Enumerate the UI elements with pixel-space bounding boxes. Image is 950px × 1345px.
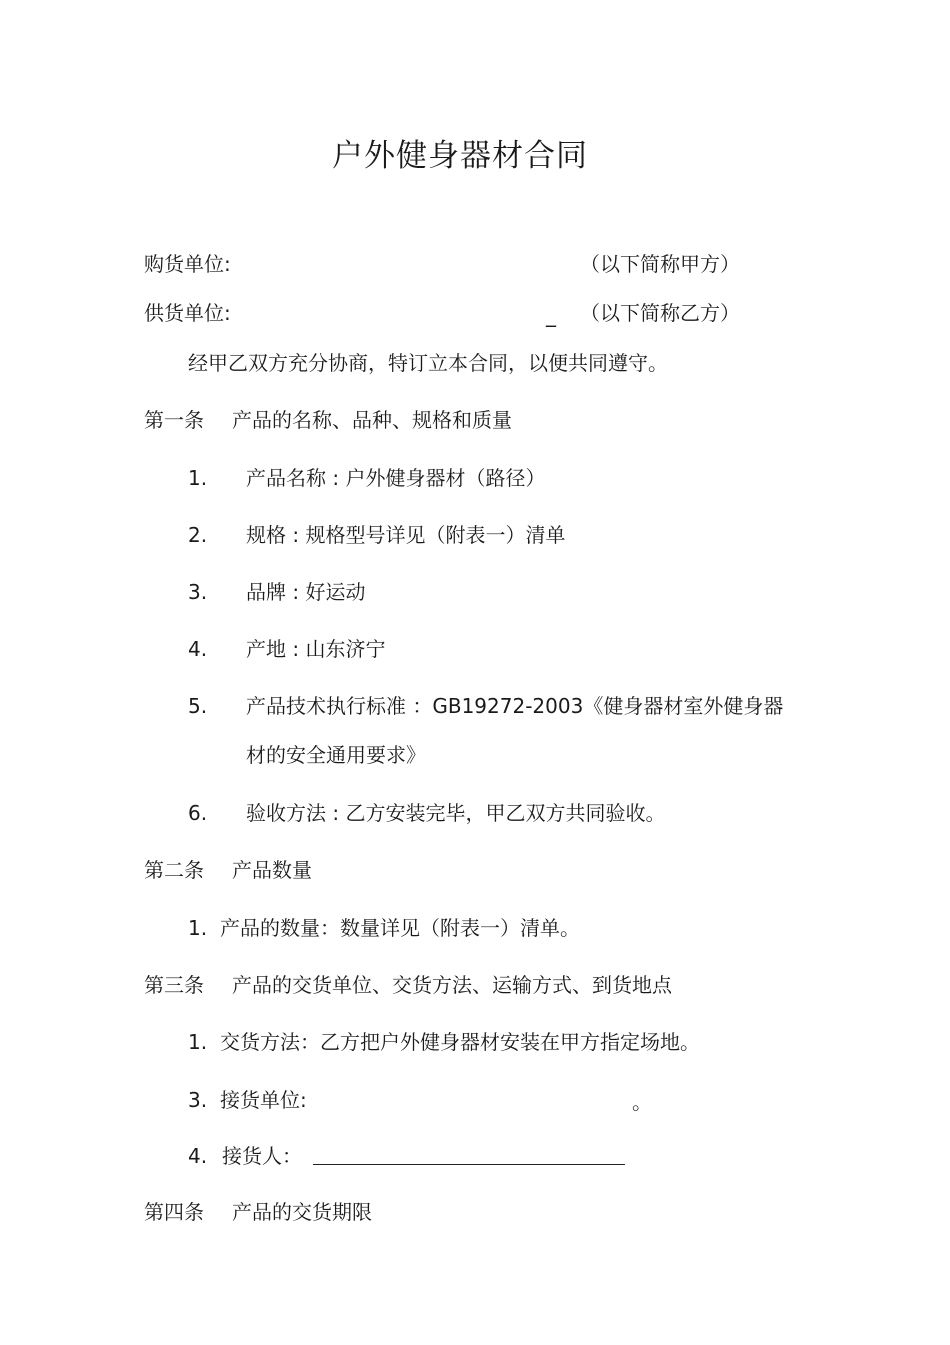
article-2-number: 第二条	[144, 858, 204, 882]
list-item-number: 4.	[188, 1144, 208, 1168]
supplier-suffix: （以下简称乙方）	[580, 301, 740, 325]
buyer-label: 购货单位:	[144, 252, 231, 276]
article-3-heading: 产品的交货单位、交货方法、运输方式、到货地点	[232, 973, 672, 997]
list-item-text: 规格 : 规格型号详见（附表一）清单	[246, 523, 566, 547]
article-4-heading: 产品的交货期限	[232, 1200, 372, 1224]
list-item-text-continued: 材的安全通用要求》	[246, 743, 426, 767]
receiver-blank-line	[313, 1164, 625, 1165]
supplier-dash: _	[546, 303, 556, 327]
article-1-heading: 产品的名称、品种、规格和质量	[232, 408, 512, 432]
list-item-text: 产地 : 山东济宁	[246, 637, 386, 661]
list-item-number: 3.	[188, 580, 208, 604]
list-item-number: 6.	[188, 801, 208, 825]
list-item-number: 4.	[188, 637, 208, 661]
list-item-number: 1.	[188, 466, 208, 490]
list-item-number: 1.	[188, 916, 208, 940]
list-item-number: 2.	[188, 523, 208, 547]
intro-paragraph: 经甲乙双方充分协商，特订立本合同，以便共同遵守。	[188, 351, 668, 375]
list-item-number: 1.	[188, 1030, 208, 1054]
list-item-text: 产品的数量：数量详见（附表一）清单。	[220, 916, 580, 940]
list-item-number: 5.	[188, 694, 208, 718]
list-item-text: 验收方法 : 乙方安装完毕，甲乙双方共同验收。	[246, 801, 666, 825]
article-1-number: 第一条	[144, 408, 204, 432]
list-item-text: 产品技术执行标准 ：GB19272-2003《健身器材室外健身器	[246, 694, 784, 718]
supplier-label: 供货单位:	[144, 301, 231, 325]
page-title: 户外健身器材合同	[332, 138, 588, 174]
article-2-heading: 产品数量	[232, 858, 312, 882]
list-item-number: 3.	[188, 1088, 208, 1112]
receiving-unit-label: 接货单位:	[220, 1088, 307, 1112]
list-item-text: 产品名称 : 户外健身器材（路径）	[246, 466, 546, 490]
receiving-unit-end-mark: 。	[632, 1090, 652, 1114]
article-3-number: 第三条	[144, 973, 204, 997]
buyer-suffix: （以下简称甲方）	[580, 252, 740, 276]
receiver-label: 接货人：	[222, 1144, 302, 1168]
list-item-text: 交货方法：乙方把户外健身器材安装在甲方指定场地。	[220, 1030, 700, 1054]
article-4-number: 第四条	[144, 1200, 204, 1224]
list-item-text: 品牌 : 好运动	[246, 580, 366, 604]
